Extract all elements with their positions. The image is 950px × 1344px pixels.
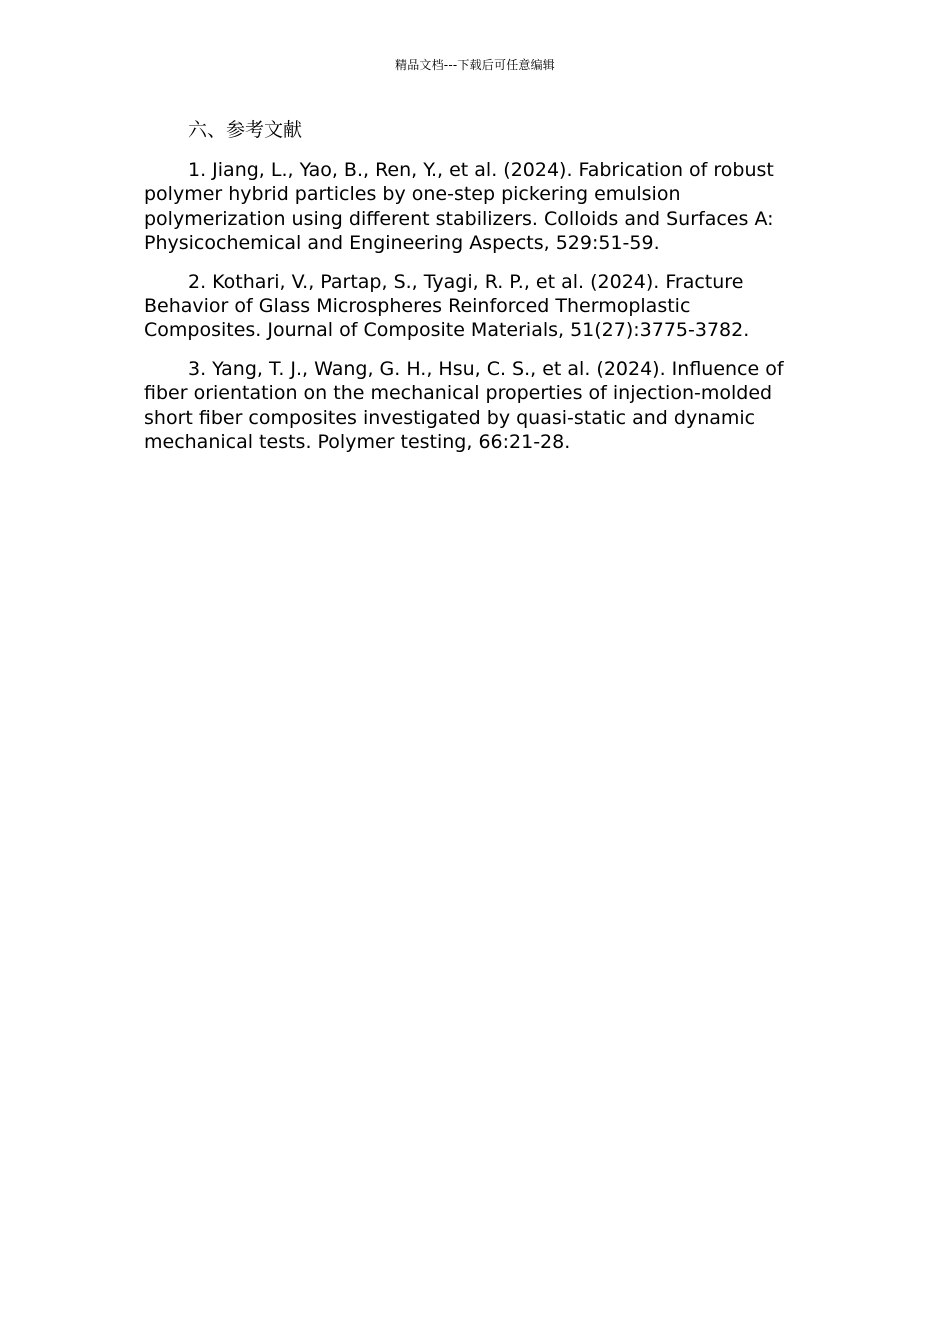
- section-heading: 六、参考文献: [188, 119, 303, 141]
- reference-item: 2. Kothari, V., Partap, S., Tyagi, R. P., et al. (2024). Fracture Behavior of Glass Microspheres Reinforced Thermoplastic Composites. Journal of Composite Materials, 51(27):3775-3782.: [144, 270, 750, 342]
- reference-item: 1. Jiang, L., Yao, B., Ren, Y., et al. (2024). Fabrication of robust polymer hybrid particles by one-step pickering emulsion polymerization using different stabilizers. Colloids and Surfaces A: Physicochemical and Engineering Aspects, 529:51-59.: [144, 159, 774, 255]
- page-header: 精品文档---下载后可任意编辑: [395, 58, 555, 72]
- document-body: [144, 118, 806, 454]
- reference-list: [144, 158, 806, 454]
- reference-item: 3. Yang, T. J., Wang, G. H., Hsu, C. S., et al. (2024). Influence of fiber orientation on the mechanical properties of injection-molded short fiber composites investigated by quasi-static and dynamic mechanical tests. Polymer testing, 66:21-28.: [144, 357, 784, 454]
